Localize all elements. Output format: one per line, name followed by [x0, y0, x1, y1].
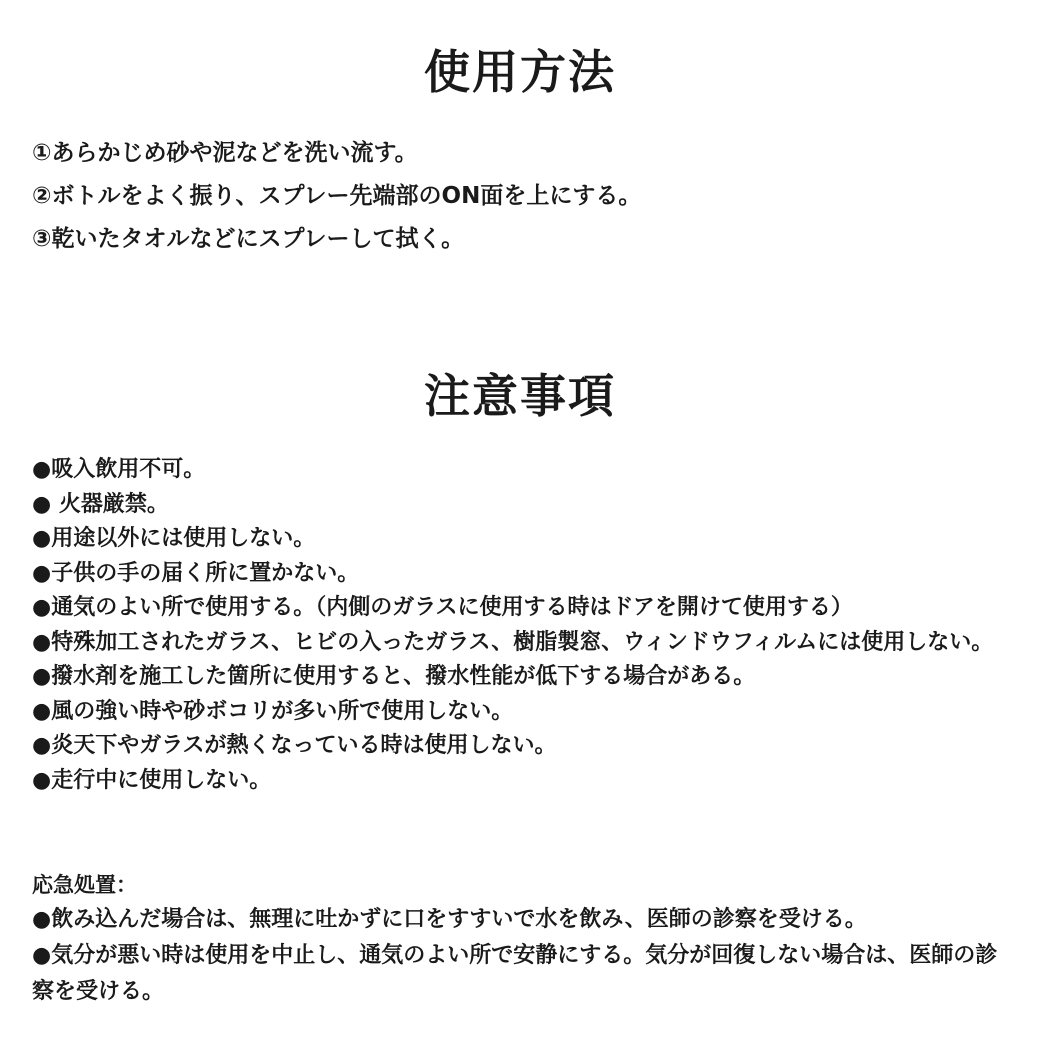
caution-item: ●子供の手の届く所に置かない。 [32, 560, 360, 586]
cautions-list [32, 453, 1007, 798]
caution-item: ●撥水剤を施工した箇所に使用すると、撥水性能が低下する場合がある。 [32, 664, 756, 689]
emergency-list [32, 902, 1007, 1010]
emergency-section [32, 868, 1007, 1010]
cautions-heading: 注意事項 [424, 369, 616, 423]
caution-item: ●特殊加工されたガラス、ヒビの入ったガラス、樹脂製窓、ウィンドウフィルムには使用しない。 [32, 629, 994, 655]
usage-heading: 使用方法 [424, 45, 616, 99]
caution-item: ● 火器厳禁。 [32, 491, 169, 517]
usage-steps-list [32, 132, 1022, 261]
caution-item: ●炎天下やガラスが熱くなっている時は使用しない。 [32, 733, 557, 758]
caution-item: ●走行中に使用しない。 [32, 767, 272, 793]
usage-step: ③乾いたタオルなどにスプレーして拭く。 [32, 226, 465, 252]
caution-item: ●吸入飲用不可。 [32, 457, 206, 482]
emergency-item: ●飲み込んだ場合は、無理に吐かずに口をすすいで水を飲み、医師の診察を受ける。 [32, 907, 867, 932]
emergency-title: 応急処置： [32, 873, 137, 897]
usage-step: ①あらかじめ砂や泥などを洗い流す。 [32, 140, 418, 166]
caution-item: ●用途以外には使用しない。 [32, 526, 316, 551]
emergency-item: ●気分が悪い時は使用を中止し、通気のよい所で安静にする。気分が回復しない場合は、医師の診察を受ける。 [32, 943, 998, 1004]
caution-item: ●風の強い時や砂ボコリが多い所で使用しない。 [32, 698, 514, 724]
usage-step: ②ボトルをよく振り、スプレー先端部のON面を上にする。 [32, 183, 642, 209]
caution-item: ●通気のよい所で使用する。（内側のガラスに使用する時はドアを開けて使用する） [32, 595, 853, 620]
